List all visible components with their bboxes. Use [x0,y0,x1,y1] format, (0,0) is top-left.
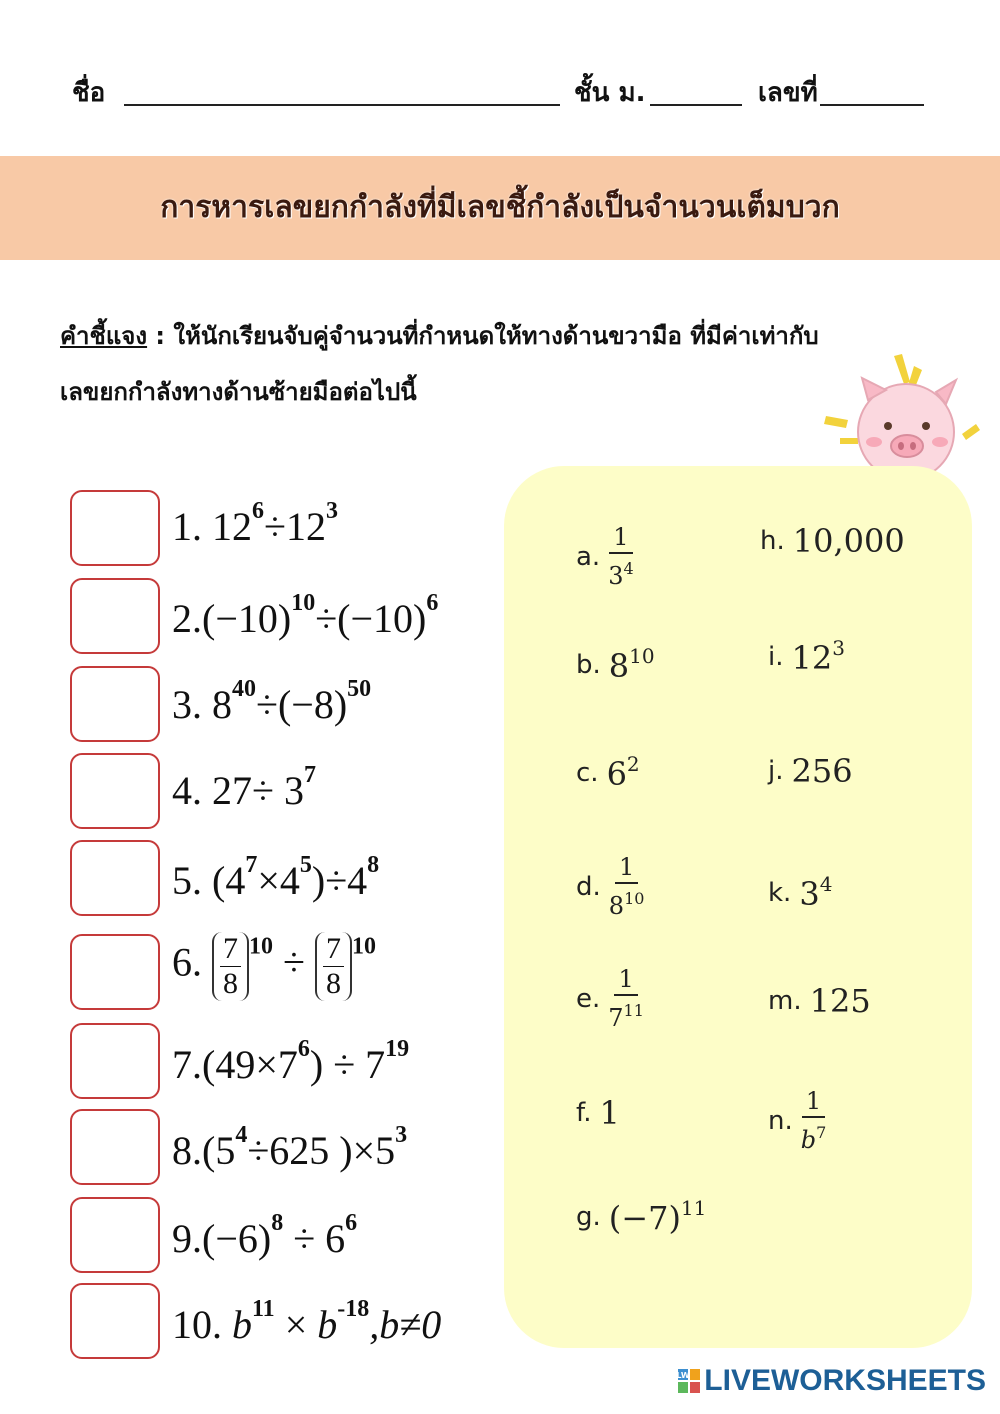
instructions-label: คำชี้แจง [60,322,148,350]
choice-g: g. $(-7)^{11}$ [576,1196,707,1237]
title-banner [0,156,1000,260]
problem-7: $7.(49\times 7^6) \div 7^{19}$ [172,1036,410,1087]
liveworksheets-logo-mark [678,1369,700,1393]
answer-box-10[interactable] [70,1283,160,1359]
name-field[interactable] [124,104,560,106]
fraction-left: $\frac{7}{8}$ [212,932,249,1001]
answer-box-3[interactable] [70,666,160,742]
choice-c: c. $6^2$ [576,752,640,793]
problem-8: $8.(5^4\div 625$ )$\times 5^3$ [172,1122,408,1173]
instructions [60,308,940,420]
choice-d: d. 1 $8^{10}$ [576,853,645,920]
choice-m: m. 125 [768,982,871,1020]
problem-3: 3. $8^{40}\div(-8)^{50}$ [172,676,372,727]
choices-panel [504,466,972,1348]
class-label: ชั้น ม. [574,78,646,108]
choice-i: i. $12^3$ [768,636,845,677]
choice-j: j. 256 [768,752,853,790]
problem-6: 6. $\frac{7}{8}$ $^{10}$ ÷ $\frac{7}{8}$ $^{10}$ [172,932,376,1000]
answer-box-1[interactable] [70,490,160,566]
problem-1: 1. $12^6\div 12^3$ [172,498,338,549]
answer-box-2[interactable] [70,578,160,654]
choice-f: f. 1 [576,1094,620,1132]
svg-text:LW: LW [676,1371,690,1380]
page-title: การหารเลขยกกำลังที่มีเลขชี้กำลังเป็นจำนวนเต็มบวก [160,190,840,225]
answer-box-4[interactable] [70,753,160,829]
answer-box-8[interactable] [70,1109,160,1185]
fraction-right: $\frac{7}{8}$ [315,932,352,1001]
name-label: ชื่อ [72,78,106,108]
choice-b: b. $8^{10}$ [576,644,655,685]
number-label: เลขที่ [758,78,818,108]
answer-box-9[interactable] [70,1197,160,1273]
liveworksheets-logo [678,1364,986,1398]
answer-box-5[interactable] [70,840,160,916]
choice-h: h. 10,000 [760,522,905,560]
choice-a: a. 1 $3^4$ [576,523,634,590]
problem-4: 4. $27\div 3^7$ [172,762,316,813]
class-field[interactable] [650,104,742,106]
problem-9: $9.(-6)^8 \div 6^6$ [172,1210,358,1261]
choice-e: e. 1 $7^{11}$ [576,965,644,1032]
problem-5: 5. $(4^7\times 4^5)\div 4^8$ [172,852,380,903]
problem-10: 10. $b^{11} \times b^{-18},b\ne 0$ [172,1296,442,1347]
choice-k: k. $3^4$ [768,872,833,913]
brand-name: LIVEWORKSHEETS [704,1364,986,1397]
instructions-text-2: เลขยกกำลังทางด้านซ้ายมือต่อไปนี้ [60,378,417,406]
choice-n: n. 1 $b^7$ [768,1087,827,1154]
problem-2: $2.(-10)^{10}\div(-10)^6$ [172,590,439,641]
student-info-header [72,72,932,112]
number-field[interactable] [820,104,924,106]
instructions-text-1: : ให้นักเรียนจับคู่จำนวนที่กำหนดให้ทางด้านขวามือ ที่มีค่าเท่ากับ [147,322,819,350]
answer-box-6[interactable] [70,934,160,1010]
answer-box-7[interactable] [70,1023,160,1099]
